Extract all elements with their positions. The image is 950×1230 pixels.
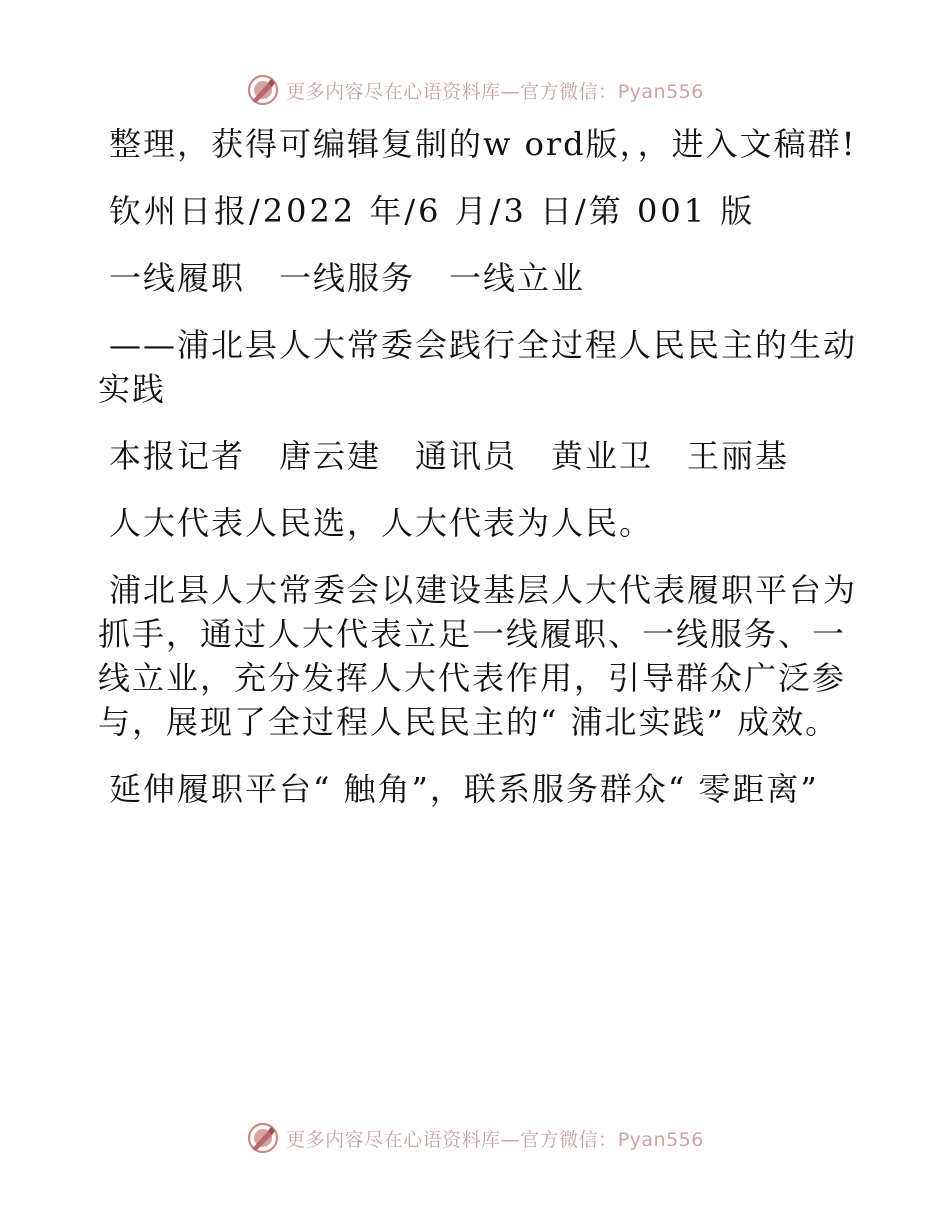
pen-logo-icon	[246, 73, 280, 107]
watermark-separator: —	[500, 80, 521, 103]
paragraph-body: 浦北县人大常委会以建设基层人大代表履职平台为抓手，通过人大代表立足一线履职、一线服务、一线立业，充分发挥人大代表作用，引导群众广泛参与，展现了全过程人民民主的“ 浦北实践” 成效。	[98, 571, 858, 741]
section-heading: 延伸履职平台“ 触角”，联系服务群众“ 零距离”	[109, 770, 819, 808]
watermark-wechat-id: Pyan556	[617, 1128, 704, 1151]
watermark-wechat-label: 官方微信：	[520, 1128, 618, 1151]
paragraph-source-line: 钦州日报/2022 年/6 月/3 日/第 001 版	[109, 192, 756, 230]
watermark-site: 更多内容尽在心语资料库	[286, 80, 501, 103]
watermark-site: 更多内容尽在心语资料库	[286, 1128, 501, 1151]
watermark-text	[286, 77, 704, 104]
watermark-separator: —	[500, 1128, 521, 1151]
header-watermark	[0, 70, 950, 110]
watermark-wechat-id: Pyan556	[617, 80, 704, 103]
watermark-text	[286, 1125, 704, 1152]
document-body	[98, 122, 858, 834]
footer-watermark	[0, 1118, 950, 1158]
paragraph-intro: 整理，获得可编辑复制的w ord版，，进入文稿群!	[109, 125, 857, 163]
watermark-wechat-label: 官方微信：	[520, 80, 618, 103]
article-subtitle: ——浦北县人大常委会践行全过程人民民主的生动实践	[98, 326, 858, 408]
pen-logo-icon	[246, 1121, 280, 1155]
article-title: 一线履职 一线服务 一线立业	[109, 259, 586, 297]
article-byline: 本报记者 唐云建 通讯员 黄业卫 王丽基	[109, 437, 790, 475]
paragraph-lead: 人大代表人民选，人大代表为人民。	[109, 504, 654, 542]
